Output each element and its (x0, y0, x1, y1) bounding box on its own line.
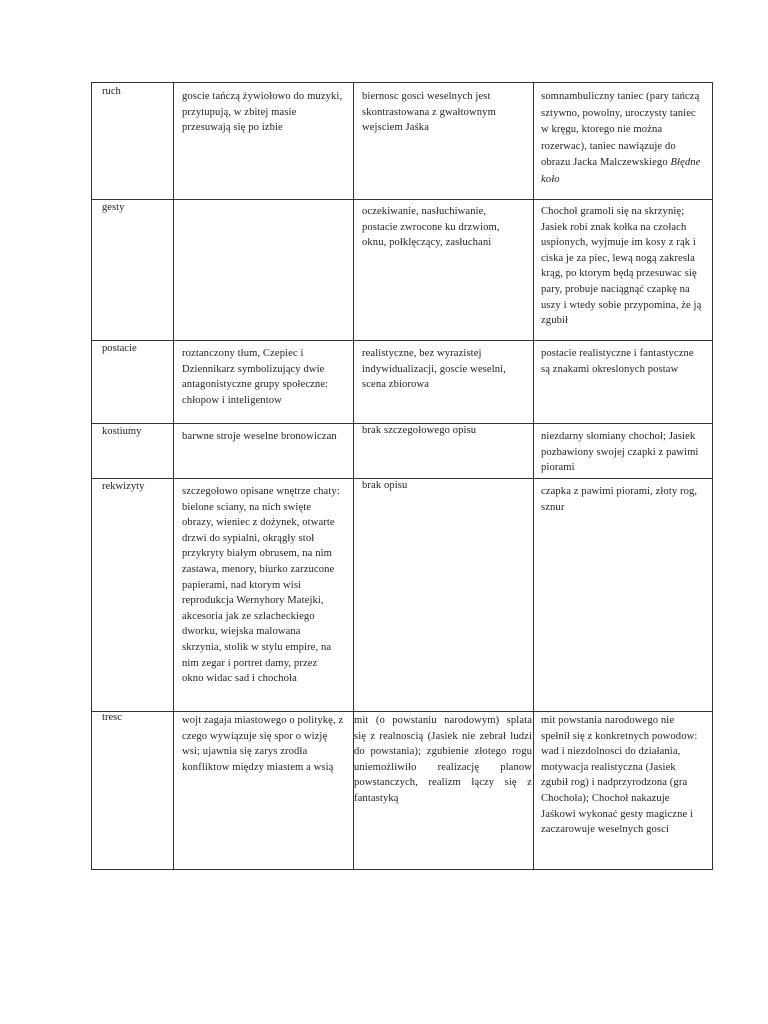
cell-rekwizyty-col2: brak opisu (362, 480, 408, 491)
cell-ruch-col3: somnambuliczny taniec (pary tańczą sztywno, powolny, uroczysty taniec w kręgu, ktorego nie można rozerwac), taniec nawiązuje do obrazu Jacka Malczewskiego Błędne koło (541, 91, 701, 185)
column-divider (173, 83, 174, 869)
cell-kostiumy-col1: barwne stroje weselne bronowiczan (182, 431, 337, 442)
cell-kostiumy-col3: niezdarny słomiany chochoł; Jasiek pozbawiony swojej czapki z pawimi piorami (541, 431, 699, 474)
row-header-postacie: postacie (102, 343, 137, 354)
cell-postacie-col3: postacie realistyczne i fantastyczne są znakami okreslonych postaw (541, 348, 694, 375)
comparison-table (91, 82, 713, 870)
painting-title: Błędne koło (541, 157, 701, 185)
cell-ruch-col1: goscie tańczą żywiołowo do muzyki, przytupują, w zbitej masie przesuwają się po izbie (182, 91, 343, 134)
cell-kostiumy-col2: brak szczegołowego opisu (362, 425, 477, 436)
cell-tresc-col2: mit (o powstaniu narodowym) splata się z realnoscią (Jasiek nie zebrał ludzi do powstania); zgubienie złotego rogu uniemożliwiło realizację planow powstanczych, realizm łączy się z fantastyką (354, 715, 532, 804)
cell-ruch-col2: biernosc gosci weselnych jest skontrastowana z gwałtownym wejsciem Jaśka (362, 91, 496, 134)
column-divider (533, 83, 534, 869)
cell-gesty-col2: oczekiwanie, nasłuchiwanie, postacie zwrocone ku drzwiom, oknu, połklęczący, zasłuchani (362, 206, 500, 249)
cell-rekwizyty-col3: czapka z pawimi piorami, złoty rog, sznur (541, 486, 698, 513)
row-divider (92, 340, 712, 341)
cell-tresc-col1: wojt zagaja miastowego o politykę, z czego wywiązuje się spor o wizję wsi; ujawnia się zarys zrodła konfliktow między miastem a wsią (182, 715, 344, 773)
row-header-tresc: tresc (102, 712, 122, 723)
row-header-ruch: ruch (102, 86, 121, 97)
cell-rekwizyty-col1: szczegołowo opisane wnętrze chaty: bielone sciany, na nich swięte obrazy, wieniec z dożynek, otwarte drzwi do sypialni, okrągły stoł przykryty białym obrusem, na nim zastawa, menory, biurko zarzucone papierami, nad ktorym wisi reprodukcja Wernyhory Matejki, akcesoria jak ze szlacheckiego dworku, wiejska malowana skrzynia, stolik w stylu empire, na nim zegar i portret damy, przez okno widac sad i chochoła (182, 486, 340, 685)
row-header-kostiumy: kostiumy (102, 426, 142, 437)
row-header-gesty: gesty (102, 202, 125, 213)
cell-gesty-col3: Chochoł gramoli się na skrzynię; Jasiek robi znak kołka na czołach uspionych, wyjmuje im kosy z rąk i ciska je za piec, lewą nogą zakresla krąg, po ktorym będą przesuwac się pary, probuje naciągnąć czapkę na uszy i wtedy sobie przypomina, że ją zgubił (541, 206, 702, 327)
row-divider (92, 199, 712, 200)
cell-tresc-col3: mit powstania narodowego nie spełnił się z konkretnych powodow: wad i niezdolnosci do działania, motywacja realistyczna (Jasiek zgubił rog) i nadprzyrodzona (gra Chochoła); Chochoł nakazuje Jaśkowi wykonać gesty magiczne i zaczarowuje weselnych gosci (541, 715, 698, 836)
cell-postacie-col2: realistyczne, bez wyrazistej indywidualizacji, goscie weselni, scena zbiorowa (362, 348, 506, 391)
row-divider (92, 711, 712, 712)
cell-postacie-col1: roztanczony tłum, Czepiec i Dziennikarz symbolizujący dwie antagonistyczne grupy społeczne: chłopow i inteligentow (182, 348, 329, 406)
row-header-rekwizyty: rekwizyty (102, 481, 145, 492)
